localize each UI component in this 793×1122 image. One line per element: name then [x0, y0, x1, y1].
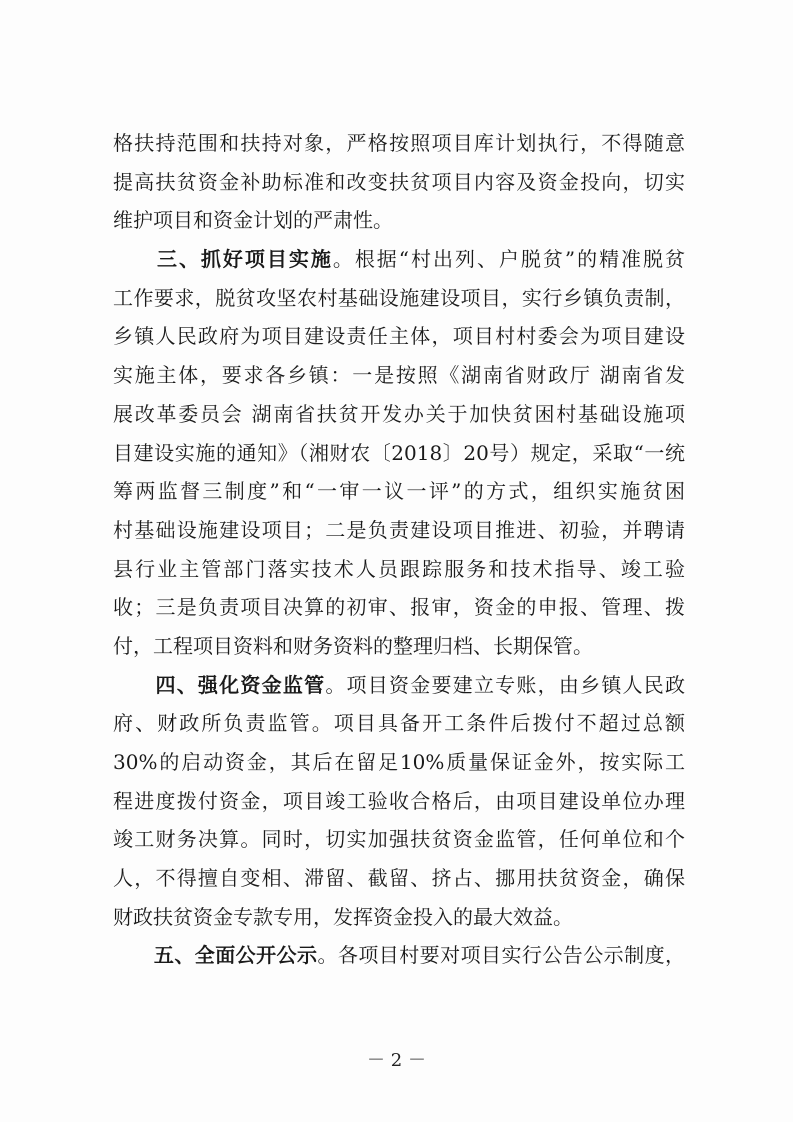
- body-line: 人，不得擅自变相、滞留、截留、挤占、挪用扶贫资金，确保: [113, 866, 685, 891]
- body-line: 村基础设施建设项目；二是负责建设项目推进、初验，并聘请: [113, 517, 685, 542]
- body-line: 展改革委员会 湖南省扶贫开发办关于加快贫困村基础设施项: [113, 401, 685, 426]
- section-3-heading: 三、抓好项目实施: [156, 247, 333, 272]
- body-line: 格扶持范围和扶持对象，严格按照项目库计划执行，不得随意: [113, 131, 685, 155]
- document-body: [113, 124, 685, 975]
- section-4-heading: 四、强化资金监管: [155, 672, 326, 697]
- body-line: 提高扶贫资金补助标准和改变扶贫项目内容及资金投向，切实: [113, 169, 685, 194]
- section-3-first-line-text: 。根据“村出列、户脱贫”的精准脱贫: [332, 247, 686, 272]
- body-line: 维护项目和资金计划的严肃性。: [113, 208, 393, 233]
- section-4-first-line: [113, 666, 685, 705]
- section-3-first-line: [113, 240, 685, 279]
- body-line: 竣工财务决算。同时，切实加强扶贫资金监管，任何单位和个: [113, 827, 685, 852]
- body-line: 县行业主管部门落实技术人员跟踪服务和技术指导、竣工验: [113, 556, 685, 581]
- body-line: 实施主体，要求各乡镇：一是按照《湖南省财政厅 湖南省发: [113, 363, 685, 388]
- body-line: 乡镇人民政府为项目建设责任主体，项目村村委会为项目建设: [113, 324, 685, 349]
- body-line: 筹两监督三制度”和“一审一议一评”的方式，组织实施贫困: [113, 479, 685, 504]
- section-5-first-line-text: 。各项目村要对项目实行公告公示制度，: [317, 943, 686, 968]
- body-line: 财政扶贫资金专款专用，发挥资金投入的最大效益。: [113, 904, 573, 929]
- page-number: － 2 －: [367, 1050, 426, 1071]
- section-4-first-line-text: 。项目资金要建立专账，由乡镇人民政: [325, 672, 686, 697]
- body-line: 30%的启动资金，其后在留足10%质量保证金外，按实际工: [113, 750, 685, 774]
- body-line: 府、财政所负责监管。项目具备开工条件后拨付不超过总额: [113, 711, 685, 736]
- section-5-first-line: [113, 936, 685, 975]
- body-line: 收；三是负责项目决算的初审、报审，资金的申报、管理、拨: [113, 595, 685, 620]
- body-line: 付，工程项目资料和财务资料的整理归档、长期保管。: [113, 633, 593, 658]
- section-5-heading: 五、全面公开公示: [153, 943, 318, 968]
- body-line: 工作要求，脱贫攻坚农村基础设施建设项目，实行乡镇负责制，: [113, 285, 685, 310]
- body-line: 程进度拨付资金，项目竣工验收合格后，由项目建设单位办理: [113, 788, 685, 813]
- body-line: 目建设实施的通知》（湘财农〔2018〕20号）规定，采取“一统: [113, 440, 685, 465]
